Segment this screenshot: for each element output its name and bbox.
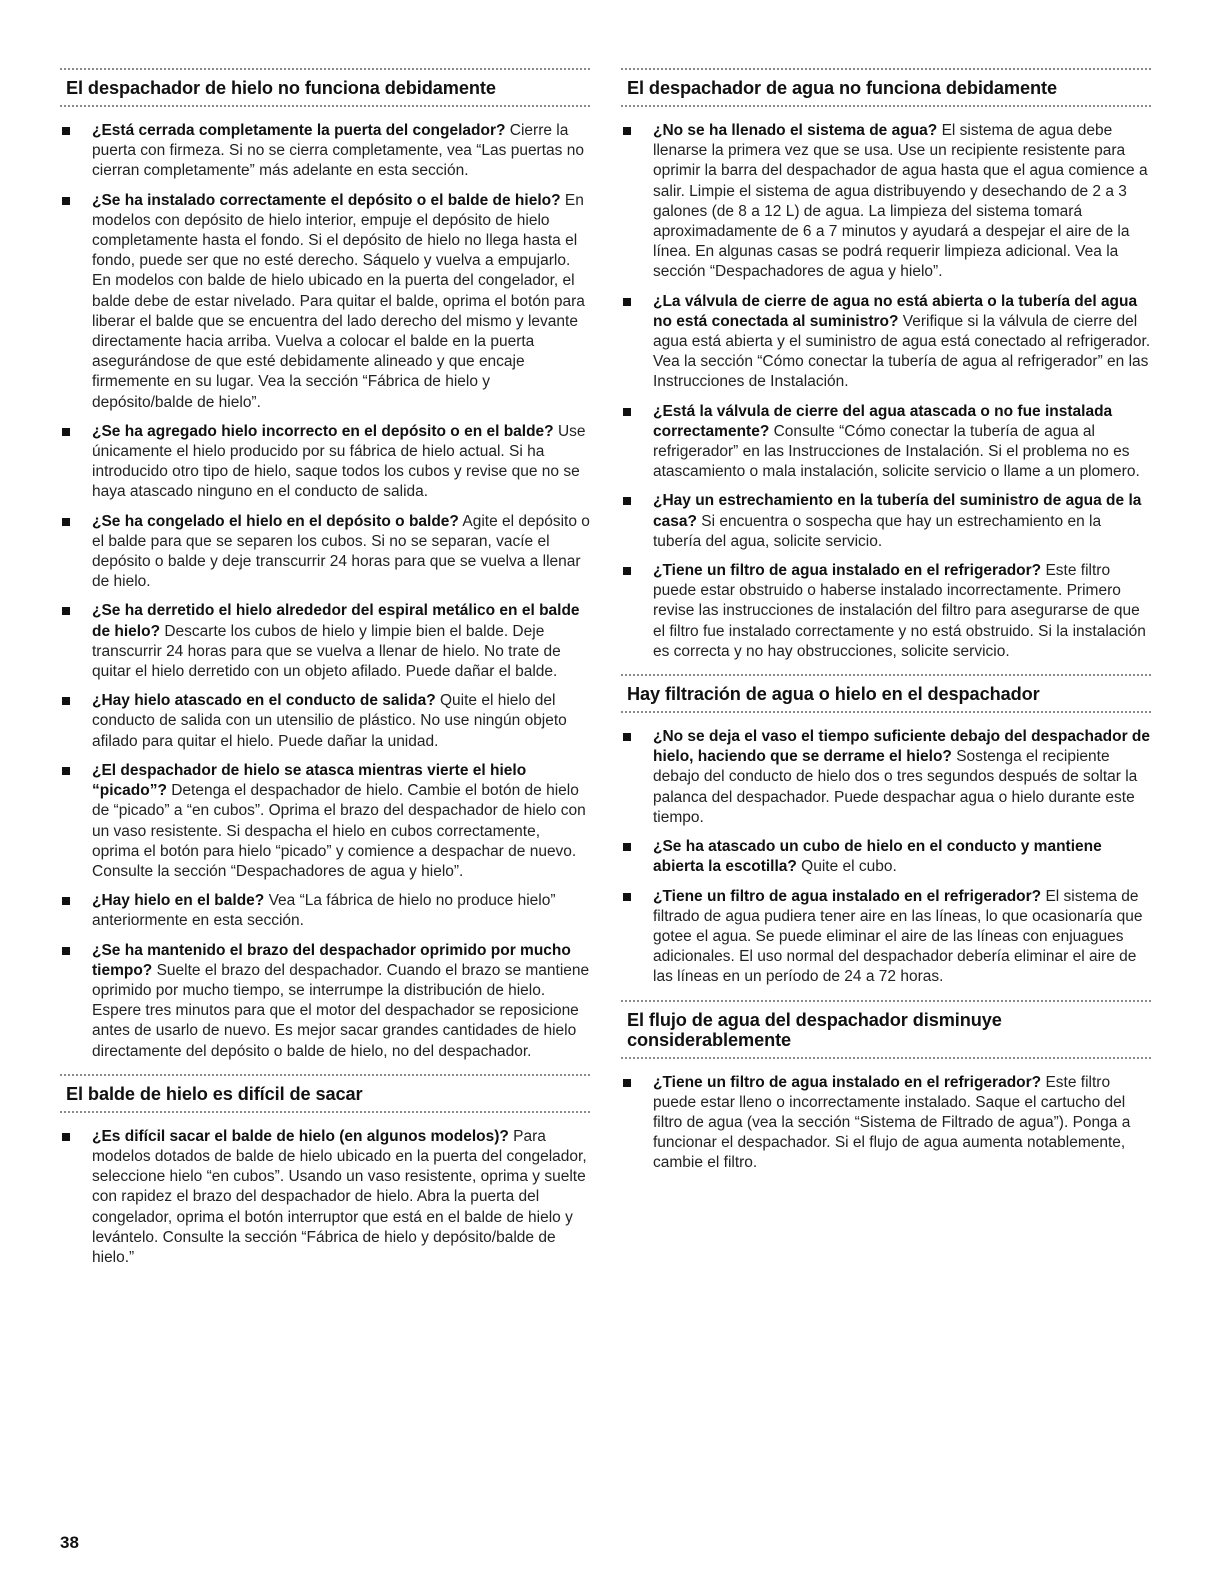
section-ice-bin — [60, 1074, 590, 1268]
bullet-icon — [62, 697, 70, 705]
answer: Vea “La fábrica de hielo no produce hielo” anteriormente en esta sección. — [92, 892, 556, 930]
bullet-icon — [623, 497, 631, 505]
section-leak — [621, 674, 1151, 987]
answer: Para modelos dotados de balde de hielo ubicado en la puerta del congelador, seleccione hielo “en cubos”. Usando un vaso resistente, oprima y suelte con rapidez el brazo del despachador de hielo. Abra la puerta del congelador, oprima el botón interruptor que está en el balde de hielo y levántelo. Consulte la sección “Fábrica de hielo y depósito/balde de hielo.” — [92, 1127, 587, 1266]
bullet-icon — [623, 567, 631, 575]
list-item — [621, 887, 1151, 988]
question: ¿Hay un estrechamiento en la tubería del suministro de agua de la casa? — [653, 492, 1142, 530]
section-title: El balde de hielo es difícil de sacar — [66, 1083, 363, 1104]
answer: Consulte “Cómo conectar la tubería de agua al refrigerador” en las Instrucciones de Instalación. Si el problema no es atascamiento o mala instalación, solicite servicio o llame a un plomero. — [653, 422, 1140, 481]
answer: Sostenga el recipiente debajo del conducto de hielo dos o tres segundos después de soltar la palanca del despachador. Puede despachar agua o hielo durante este tiempo. — [653, 748, 1138, 826]
list-item — [60, 191, 590, 413]
question: ¿Tiene un filtro de agua instalado en el refrigerador? — [653, 887, 1042, 905]
question: ¿El despachador de hielo se atasca mientras vierte el hielo “picado”? — [92, 761, 527, 800]
list-item — [60, 601, 590, 682]
page-number: 38 — [60, 1533, 79, 1552]
answer: Descarte los cubos de hielo y limpie bien el balde. Deje transcurrir 24 horas para que se vuelva a llenar de hielo. No trate de quitar el hielo derretido con un objeto afilado. Puede dañar el balde. — [92, 622, 561, 681]
bullet-icon — [62, 897, 70, 905]
right-column — [621, 68, 1151, 1186]
question: ¿Está la válvula de cierre del agua atascada o no fue instalada correctamente? — [653, 402, 1113, 440]
bullet-icon — [623, 1079, 631, 1087]
list-item — [621, 402, 1151, 483]
section-flow — [621, 1000, 1151, 1174]
question: ¿Se ha congelado el hielo en el depósito o balde? — [92, 512, 459, 530]
answer: Suelte el brazo del despachador. Cuando el brazo se mantiene oprimido por mucho tiempo, se interrumpe la distribución de hielo. Espere tres minutos para que el motor del despachador se reposicione antes de usarlo de nuevo. Es mejor sacar grandes cantidades de hielo directamente del depósito o balde de hielo, no del despachador. — [92, 961, 590, 1060]
section-header — [621, 674, 1151, 713]
bullet-icon — [623, 733, 631, 741]
list-item — [60, 941, 590, 1062]
question: ¿Se ha agregado hielo incorrecto en el depósito o en el balde? — [92, 422, 554, 440]
section-header — [621, 68, 1151, 107]
list-item — [60, 121, 590, 182]
answer: Este filtro puede estar lleno o incorrectamente instalado. Saque el cartucho del filtro de agua (vea la sección “Sistema de Filtrado de agua”). Ponga a funcionar el despachador. Si el flujo de agua aumenta notablemente, cambie el filtro. — [653, 1073, 1131, 1172]
section-title: Hay filtración de agua o hielo en el despachador — [627, 684, 1040, 705]
question: ¿Tiene un filtro de agua instalado en el refrigerador? — [653, 562, 1042, 580]
bullet-icon — [62, 1133, 70, 1141]
bullet-icon — [62, 947, 70, 955]
answer: El sistema de agua debe llenarse la primera vez que se usa. Use un recipiente resistente para oprimir la barra del despachador de agua hasta que el agua comience a salir. Limpie el sistema de agua distribuyendo y desechando de 2 a 3 galones (de 8 a 12 L) de agua. La limpieza del sistema tomará aproximadamente de 6 a 7 minutos y ayudará a despejar el aire de la línea. En algunas casas se podrá requerir limpieza adicional. Vea la sección “Despachadores de agua y hielo”. — [653, 122, 1148, 281]
list-item — [621, 727, 1151, 828]
answer: Cierre la puerta con firmeza. Si no se cierra completamente, vea “Las puertas no cierran completamente” más adelante en esta sección. — [92, 122, 584, 180]
bullet-icon — [62, 197, 70, 205]
answer: Quite el cubo. — [796, 858, 897, 876]
question: ¿Está cerrada completamente la puerta del congelador? — [92, 122, 506, 139]
bullet-icon — [62, 767, 70, 775]
answer: Quite el hielo del conducto de salida con un utensilio de plástico. No use ningún objeto afilado para quitar el hielo. Puede dañar la unidad. — [92, 692, 567, 750]
section-water-dispenser — [621, 68, 1151, 662]
section-title: El flujo de agua del despachador disminuye considerablemente — [627, 1009, 1002, 1050]
section-ice-dispenser — [60, 68, 590, 1062]
answer: Agite el depósito o el balde para que se separen los cubos. Si no se separan, vacíe el depósito o balde y deje transcurrir 24 horas para que se vuelva a llenar de hielo. — [92, 512, 590, 591]
answer: El sistema de filtrado de agua pudiera tener aire en las líneas, lo que ocasionaría que gotee el agua. Se puede eliminar el aire de las líneas con enjuagues adicionales. El uso normal del despachador debería eliminar el aire de las líneas en un período de 24 a 72 horas. — [653, 887, 1143, 986]
question: ¿Hay hielo en el balde? — [92, 892, 265, 910]
answer: Si encuentra o sospecha que hay un estrechamiento en la tubería del agua, solicite servicio. — [653, 512, 1102, 550]
bullet-icon — [623, 408, 631, 416]
bullet-icon — [623, 893, 631, 901]
list-item — [621, 292, 1151, 393]
answer: Verifique si la válvula de cierre del agua está abierta y el suministro de agua está conectado al refrigerador. Vea la sección “Cómo conectar la tubería de agua al refrigerador” en las Instrucciones de Instalación. — [653, 312, 1151, 391]
question: ¿Es difícil sacar el balde de hielo (en algunos modelos)? — [92, 1127, 509, 1145]
list-item — [60, 691, 590, 752]
question: ¿Se ha atascado un cubo de hielo en el conducto y mantiene abierta la escotilla? — [653, 838, 1102, 876]
answer: Este filtro puede estar obstruido o haberse instalado incorrectamente. Primero revise las instrucciones de instalación del filtro para asegurarse de que el filtro fue instalado correctamente y no está obstruido. Si la instalación es correcta y no hay obstrucciones, solicite servicio. — [653, 562, 1146, 660]
question: ¿No se ha llenado el sistema de agua? — [653, 122, 938, 139]
bullet-icon — [62, 428, 70, 436]
list-item — [60, 761, 590, 882]
section-header — [60, 68, 590, 107]
answer: En modelos con depósito de hielo interior, empuje el depósito de hielo completamente hasta el fondo. Si el depósito de hielo no llega hasta el fondo, puede ser que no esté derecho. Sáquelo y vuelva a empujarlo. En modelos con balde de hielo ubicado en la puerta del congelador, el balde debe de estar nivelado. Para quitar el balde, oprima el botón para liberar el balde que se encuentra del lado derecho del mismo y levante directamente hacia arriba. Vuelva a colocar el balde en la puerta asegurándose de que esté debidamente alineado y que encaje firmemente en su lugar. Vea la sección “Fábrica de hielo y depósito/balde de hielo”. — [92, 191, 585, 411]
section-title: El despachador de hielo no funciona debidamente — [66, 78, 496, 98]
list-item — [621, 561, 1151, 662]
list-item — [621, 837, 1151, 877]
list-item — [60, 1127, 590, 1268]
question: ¿Se ha derretido el hielo alrededor del espiral metálico en el balde de hielo? — [92, 602, 580, 640]
list-item — [60, 422, 590, 503]
question: ¿La válvula de cierre de agua no está abierta o la tubería del agua no está conectada al suministro? — [653, 292, 1138, 330]
list-item — [60, 512, 590, 593]
question: ¿No se deja el vaso el tiempo suficiente debajo del despachador de hielo, haciendo que se derrame el hielo? — [653, 728, 1151, 766]
section-title: El despachador de agua no funciona debidamente — [627, 78, 1057, 98]
question: ¿Se ha instalado correctamente el depósito o el balde de hielo? — [92, 191, 561, 209]
list-item — [621, 1073, 1151, 1174]
left-column — [60, 68, 590, 1280]
section-header — [60, 1074, 590, 1113]
bullet-icon — [623, 298, 631, 306]
bullet-icon — [623, 843, 631, 851]
question: ¿Tiene un filtro de agua instalado en el refrigerador? — [653, 1073, 1042, 1091]
list-item — [60, 891, 590, 931]
answer: Detenga el despachador de hielo. Cambie el botón de hielo de “picado” a “en cubos”. Oprima el brazo del despachador de hielo con un vaso resistente. Si despacha el hielo en cubos correctamente, oprima el botón para hielo “picado” y comience a despachar de nuevo. Consulte la sección “Despachadores de agua y hielo”. — [92, 782, 586, 880]
question: ¿Hay hielo atascado en el conducto de salida? — [92, 692, 436, 710]
bullet-icon — [62, 127, 70, 135]
list-item — [621, 491, 1151, 552]
bullet-icon — [62, 518, 70, 526]
bullet-icon — [62, 607, 70, 615]
list-item — [621, 121, 1151, 283]
bullet-icon — [623, 127, 631, 135]
section-header — [621, 1000, 1151, 1059]
answer: Use únicamente el hielo producido por su fábrica de hielo actual. Si ha introducido otro tipo de hielo, saque todos los cubos y revise que no se haya atascado ninguno en el conducto de salida. — [92, 422, 586, 501]
question: ¿Se ha mantenido el brazo del despachador oprimido por mucho tiempo? — [92, 941, 571, 979]
